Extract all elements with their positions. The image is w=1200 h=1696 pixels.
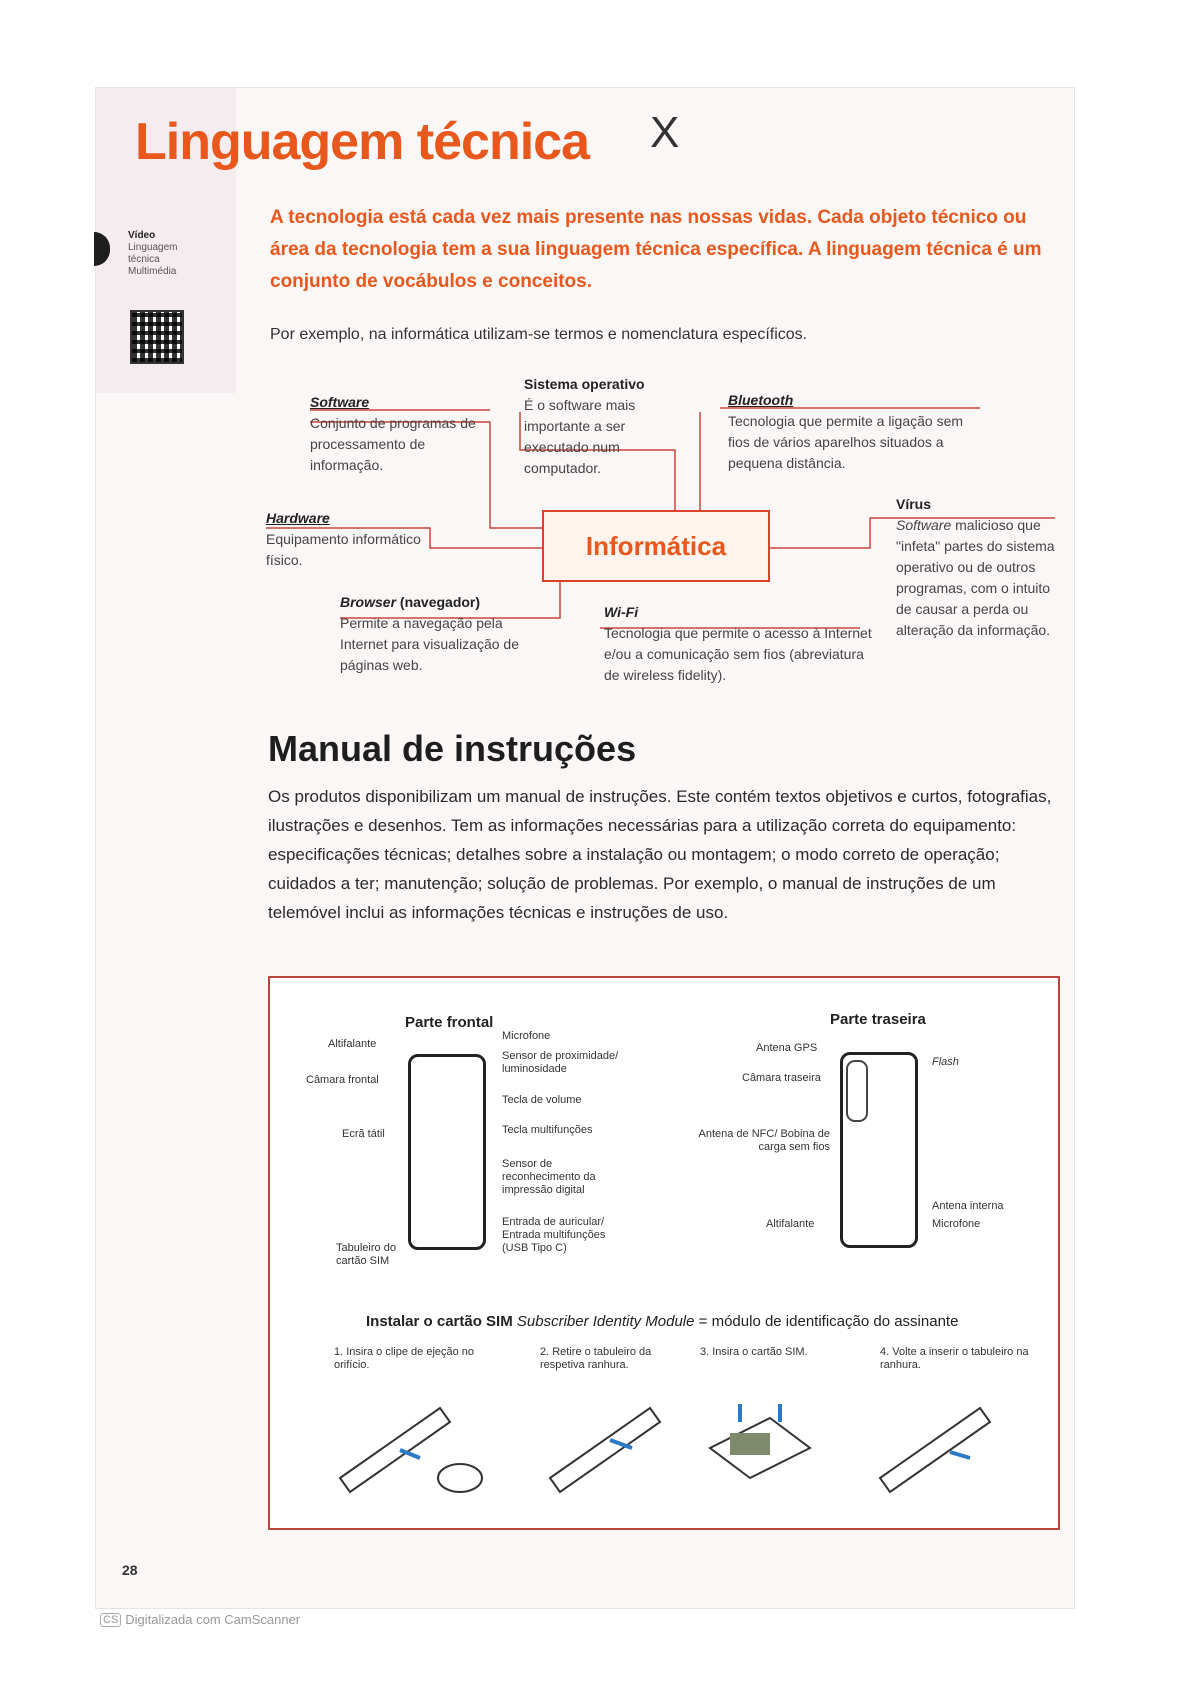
concept-virus	[896, 494, 1061, 641]
watermark-text: Digitalizada com CamScanner	[125, 1612, 301, 1627]
label-camara-traseira: Câmara traseira	[742, 1072, 821, 1084]
label-antena-interna: Antena interna	[932, 1200, 1004, 1212]
sim-card-icon	[730, 1433, 770, 1455]
label-tabuleiro: Tabuleiro do cartão SIM	[336, 1242, 396, 1267]
label-microfone: Microfone	[502, 1030, 551, 1042]
concept-sistema	[524, 374, 674, 479]
sim-title-italic: Subscriber Identity Module	[516, 1313, 695, 1330]
video-label: Vídeo	[128, 230, 156, 241]
concept-browser	[340, 592, 550, 676]
concept-term: Hardware	[266, 510, 330, 526]
concept-def: Conjunto de programas de processamento de informação.	[310, 415, 476, 473]
step-3: 3. Insira o cartão SIM.	[700, 1346, 808, 1358]
label-antena-nfc: Antena de NFC/ Bobina de carga sem fios	[698, 1128, 830, 1153]
concept-def: malicioso que "infeta" partes do sistema operativo ou de outros programas, com o intuito de causar a perda ou alteração da informação.	[896, 517, 1055, 638]
sim-title-rest: = módulo de identificação do assinante	[698, 1313, 959, 1330]
cross-mark: X	[650, 108, 680, 157]
arrow-icon	[950, 1452, 970, 1458]
concept-bluetooth	[728, 390, 978, 474]
label-tecla-volume: Tecla de volume	[502, 1094, 582, 1106]
label-camara-frontal: Câmara frontal	[306, 1074, 379, 1086]
front-phone	[408, 1054, 486, 1250]
concept-def: Permite a navegação pela Internet para visualização de páginas web.	[340, 615, 519, 673]
concept-wifi	[604, 602, 874, 686]
label-altifalante: Altifalante	[328, 1038, 377, 1050]
back-title: Parte traseira	[830, 1011, 926, 1028]
concept-def: Tecnologia que permite a ligação sem fios de vários aparelhos situados a pequena distância.	[728, 413, 964, 471]
label-sensor-proximidade: Sensor de proximidade/ luminosidade	[502, 1050, 619, 1075]
concept-hardware	[266, 508, 426, 571]
label-tecla-multifuncoes: Tecla multifunções	[502, 1124, 593, 1136]
page-title: Linguagem técnica	[135, 113, 589, 171]
concept-term: Software	[310, 394, 370, 410]
concept-term: Sistema operativo	[524, 376, 645, 392]
concept-term: Vírus	[896, 496, 932, 512]
front-title: Parte frontal	[405, 1014, 494, 1031]
concept-term: Bluetooth	[728, 392, 794, 408]
label-entrada: Entrada de auricular/ Entrada multifunções (USB Tipo C)	[502, 1216, 606, 1254]
label-antena-gps: Antena GPS	[756, 1042, 818, 1054]
concept-def: É o software mais importante a ser executado num computador.	[524, 397, 636, 476]
sim-title-bold: Instalar o cartão SIM	[366, 1313, 513, 1330]
step-4: 4. Volte a inserir o tabuleiro na ranhura.	[880, 1346, 1029, 1371]
camscanner-logo: CS	[100, 1613, 121, 1627]
phone-figure	[268, 976, 1060, 1530]
concept-def: Tecnologia que permite o acesso à Internet e/ou a comunicação sem fios (abreviatura de wireless fidelity).	[604, 625, 872, 683]
concept-term: Wi-Fi	[604, 604, 639, 620]
sim-title	[366, 1313, 958, 1330]
concept-def: Equipamento informático físico.	[266, 531, 421, 568]
page-number: 28	[122, 1562, 138, 1578]
concept-def-italic: Software	[896, 517, 952, 533]
eject-clip-icon	[438, 1464, 482, 1492]
sim-steps-illustration	[270, 1378, 1054, 1518]
intro-text: A tecnologia está cada vez mais presente nas nossas vidas. Cada objeto técnico ou área da tecnologia tem a sua linguagem técnica específica. A linguagem técnica é um conjunto de vocábulos e conceitos.	[270, 207, 1042, 292]
step-2: 2. Retire o tabuleiro da respetiva ranhura.	[540, 1346, 652, 1371]
manual-heading: Manual de instruções	[268, 728, 637, 769]
concept-term: Browser	[340, 594, 397, 610]
concept-software	[310, 392, 490, 476]
video-line: Multimédia	[128, 266, 177, 277]
label-ecra: Ecrã tátil	[342, 1128, 385, 1140]
camera-module-icon	[846, 1060, 868, 1122]
concept-term-suffix: (navegador)	[399, 594, 481, 610]
camscanner-watermark	[100, 1612, 300, 1627]
manual-paragraph: Os produtos disponibilizam um manual de instruções. Este contém textos objetivos e curtos, fotografias, ilustrações e desenhos. Tem as informações necessárias para a utilização correta do equipamento: especificações técnicas; detalhes sobre a instalação ou montagem; o modo correto de operação; cuidados a ter; manutenção; solução de problemas. Por exemplo, o manual de instruções de um telemóvel inclui as informações técnicas e instruções de uso.	[268, 787, 1052, 922]
label-sensor-impressao: Sensor de reconhecimento da impressão digital	[502, 1158, 596, 1196]
label-altifalante-traseira: Altifalante	[766, 1218, 815, 1230]
example-text: Por exemplo, na informática utilizam-se termos e nomenclatura específicos.	[270, 326, 808, 343]
video-line: técnica	[128, 254, 160, 265]
step-1: 1. Insira o clipe de ejeção no orifício.	[334, 1346, 475, 1371]
label-microfone-traseira: Microfone	[932, 1218, 981, 1230]
concept-center: Informática	[542, 510, 770, 582]
video-line: Linguagem	[128, 242, 178, 253]
label-flash: Flash	[932, 1056, 959, 1068]
